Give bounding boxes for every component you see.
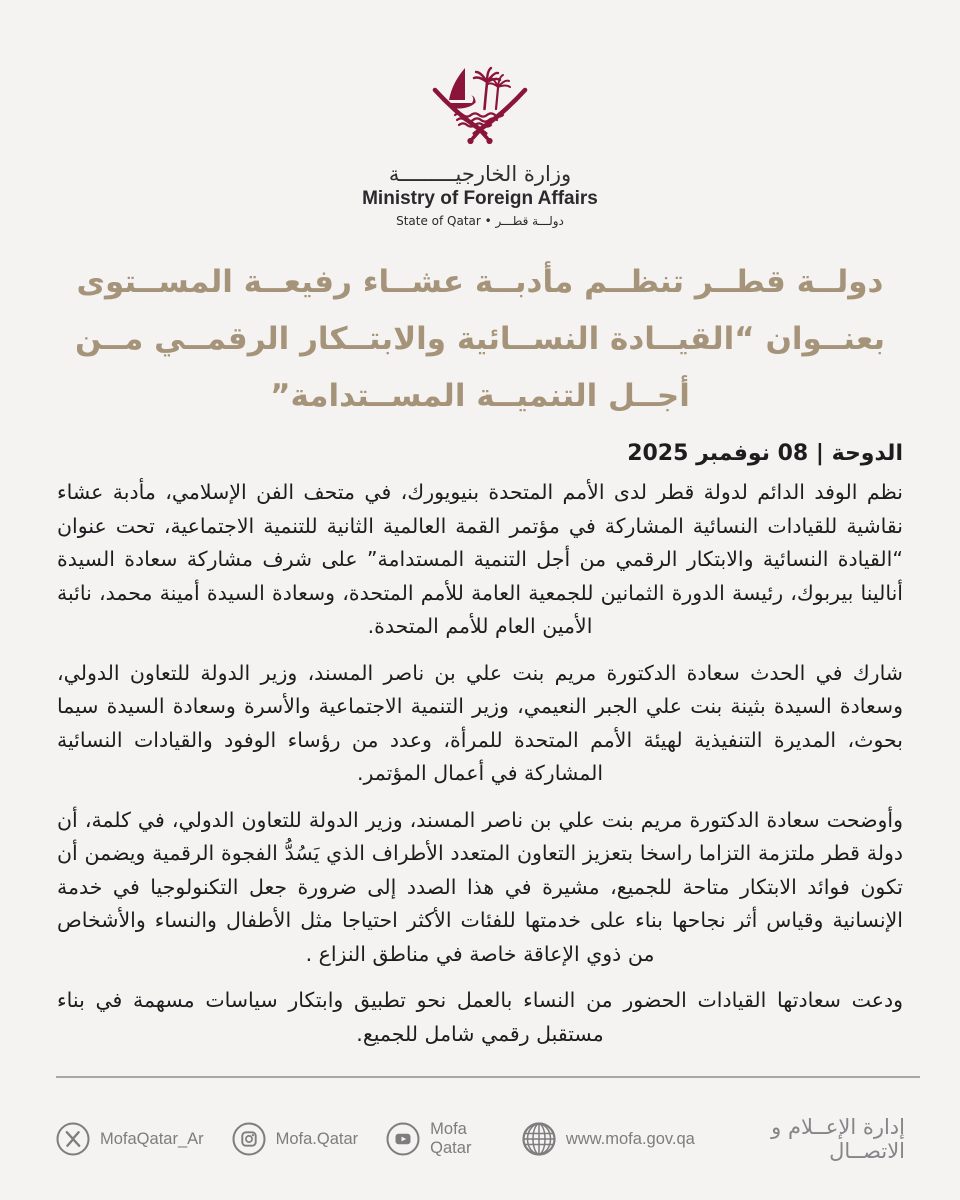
footer [0, 1078, 960, 1200]
social-youtube-label: Mofa Qatar [430, 1120, 472, 1157]
press-body [0, 476, 960, 1051]
social-x[interactable] [55, 1121, 204, 1157]
dateline: الدوحة | 08 نوفمبر 2025 [627, 441, 903, 466]
social-instagram-label: Mofa.Qatar [275, 1129, 359, 1148]
palm-tree [474, 68, 500, 82]
social-x-label: MofaQatar_Ar [100, 1129, 204, 1148]
ministry-name-arabic: وزارة الخارجيـــــــــة [388, 162, 572, 186]
state-of-qatar-line: دولـــة قطـــر • State of Qatar [396, 214, 564, 228]
press-headline [40, 254, 920, 425]
ministry-name-english: Ministry of Foreign Affairs [362, 188, 598, 209]
social-website[interactable] [521, 1121, 695, 1157]
department-label: إدارة الإعــلام و الاتصــال [771, 1115, 905, 1163]
body-paragraph-2: شارك في الحدث سعادة الدكتورة مريم بنت علي بن ناصر المسند، وزير الدولة للتعاون الدولي، وسعادة السيدة بثينة بنت علي الجبر النعيمي، وزير التنمية الاجتماعية والأسرة وسعادة السيدة سيما بحوث، المديرة التنفيذية لهيئة الأمم المتحدة للمرأة، وعدد من رؤساء الوفود والقيادات النسائية المشاركة في أعمال المؤتمر. [57, 660, 903, 785]
crossed-swords [435, 90, 525, 144]
youtube-icon [385, 1121, 421, 1157]
headline-line-3: أجــل التنميــة المســتدامة” [270, 378, 690, 414]
social-youtube[interactable] [385, 1120, 494, 1158]
header-logo-block [0, 0, 960, 228]
globe-icon [521, 1121, 557, 1157]
body-paragraph-4: ودعت سعادتها القيادات الحضور من النساء بالعمل نحو تطبيق وابتكار سياسات مسهمة في بناء مستقبل رقمي شامل للجميع. [57, 988, 903, 1046]
social-links [55, 1120, 695, 1158]
x-icon [55, 1121, 91, 1157]
dhow-sail [449, 68, 465, 100]
body-paragraph-1: نظم الوفد الدائم لدولة قطر لدى الأمم المتحدة بنيويورك، في متحف الفن الإسلامي، مأدبة عشاء نقاشية للقيادات النسائية المشاركة في مؤتمر القمة العالمية الثانية للتنمية الاجتماعية، تحت عنوان “القيادة النسائية والابتكار الرقمي من أجل التنمية المستدامة” على شرف مشاركة سعادة السيدة أنالينا بيربوك، رئيسة الدورة الثمانين للجمعية العامة للأمم المتحدة، وسعادة السيدة أمينة محمد، نائبة الأمين العام للأمم المتحدة. [57, 480, 903, 638]
body-paragraph-3: وأوضحت سعادة الدكتورة مريم بنت علي بن ناصر المسند، وزير الدولة للتعاون الدولي، في كلمة، أن دولة قطر ملتزمة التزاما راسخا بتعزيز التعاون المتعدد الأطراف الذي يَسُدُّ الفجوة الرقمية ويضمن أن تكون فوائد الابتكار متاحة للجميع، مشيرة في هذا الصدد إلى ضرورة جعل التكنولوجيا في خدمة الإنسانية وقياس أثر نجاحها بناء على خدمتها للفئات الأكثر احتياجا مثل الأطفال والنساء والأشخاص من ذوي الإعاقة خاصة في مناطق النزاع . [57, 807, 903, 966]
instagram-icon [231, 1121, 267, 1157]
headline-line-2: بعنــوان “القيــادة النســائية والابتــكار الرقمــي مــن [75, 321, 885, 357]
qatar-mofa-emblem-icon [428, 60, 532, 154]
social-instagram[interactable] [231, 1121, 359, 1157]
social-website-label: www.mofa.gov.qa [565, 1129, 695, 1148]
headline-line-1: دولــة قطــر تنظــم مأدبــة عشــاء رفيعــة المســتوى [76, 264, 884, 300]
